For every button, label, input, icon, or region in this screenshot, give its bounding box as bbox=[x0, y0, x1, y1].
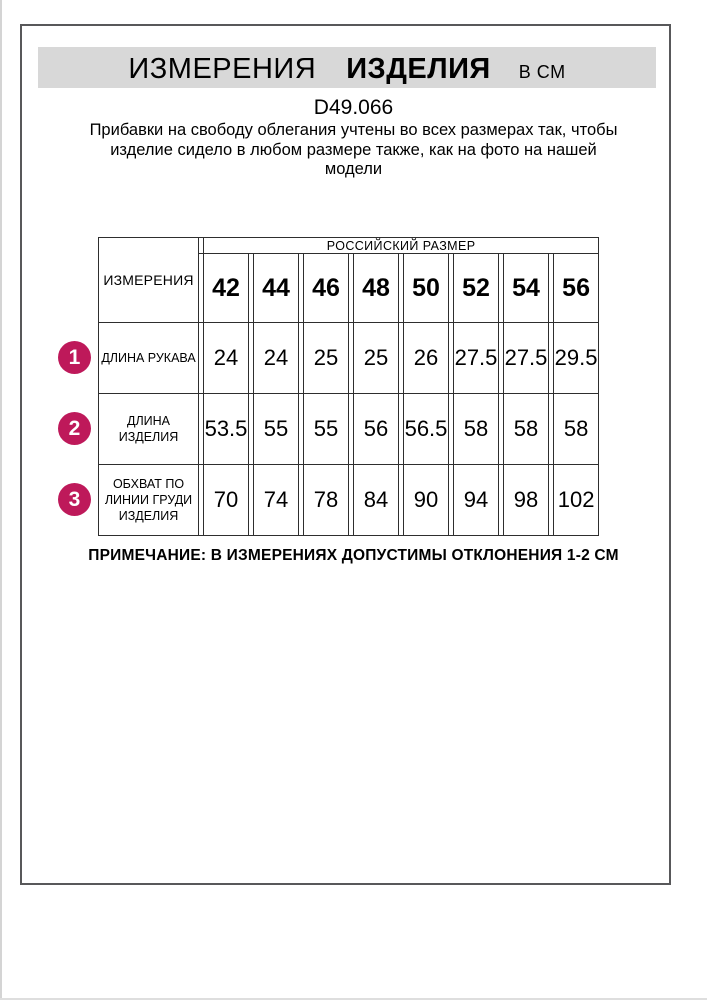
product-code: D49.066 bbox=[313, 96, 394, 119]
chest-girth-42: 70 bbox=[204, 465, 249, 536]
chest-girth-44: 74 bbox=[254, 465, 299, 536]
size-col-54: 54 bbox=[504, 254, 549, 323]
title-measurements: ИЗМЕРЕНИЯ bbox=[128, 53, 317, 85]
row-label-sleeve-length: ДЛИНА РУКАВА bbox=[99, 323, 199, 394]
chest-girth-46: 78 bbox=[304, 465, 349, 536]
row-label-chest-girth: ОБХВАТ ПО ЛИНИИ ГРУДИ ИЗДЕЛИЯ bbox=[99, 465, 199, 536]
chest-girth-50: 90 bbox=[404, 465, 449, 536]
row-marker-1: 1 bbox=[58, 341, 91, 374]
item-length-52: 58 bbox=[454, 394, 499, 465]
item-length-50: 56.5 bbox=[404, 394, 449, 465]
sleeve-length-52: 27.5 bbox=[454, 323, 499, 394]
size-col-56: 56 bbox=[554, 254, 599, 323]
title-bar bbox=[38, 47, 656, 88]
item-length-54: 58 bbox=[504, 394, 549, 465]
item-length-46: 55 bbox=[304, 394, 349, 465]
chest-girth-52: 94 bbox=[454, 465, 499, 536]
item-length-44: 55 bbox=[254, 394, 299, 465]
size-col-42: 42 bbox=[204, 254, 249, 323]
size-col-48: 48 bbox=[354, 254, 399, 323]
row-label-item-length: ДЛИНА ИЗДЕЛИЯ bbox=[99, 394, 199, 465]
title-unit-cm: В СМ bbox=[518, 62, 566, 82]
size-col-52: 52 bbox=[454, 254, 499, 323]
size-col-50: 50 bbox=[404, 254, 449, 323]
row-marker-2: 2 bbox=[58, 412, 91, 445]
intro-line-1: Прибавки на свободу облегания учтены во всех размерах так, чтобы bbox=[89, 121, 618, 139]
title-product: ИЗДЕЛИЯ bbox=[346, 53, 491, 85]
table-corner-label: ИЗМЕРЕНИЯ bbox=[99, 238, 199, 323]
size-col-46: 46 bbox=[304, 254, 349, 323]
intro-line-3: модели bbox=[324, 160, 383, 178]
chest-girth-54: 98 bbox=[504, 465, 549, 536]
sleeve-length-54: 27.5 bbox=[504, 323, 549, 394]
sleeve-length-42: 24 bbox=[204, 323, 249, 394]
chest-girth-48: 84 bbox=[354, 465, 399, 536]
intro-line-2: изделие сидело в любом размере также, как на фото на нашей bbox=[110, 140, 597, 159]
measurements-table bbox=[98, 237, 599, 536]
item-length-56: 58 bbox=[554, 394, 599, 465]
tolerance-note: ПРИМЕЧАНИЕ: В ИЗМЕРЕНИЯХ ДОПУСТИМЫ ОТКЛОНЕНИЯ 1-2 СМ bbox=[88, 547, 619, 564]
item-length-42: 53.5 bbox=[204, 394, 249, 465]
row-marker-3: 3 bbox=[58, 483, 91, 516]
size-col-44: 44 bbox=[254, 254, 299, 323]
intro-paragraph bbox=[0, 121, 707, 180]
sleeve-length-56: 29.5 bbox=[554, 323, 599, 394]
sleeve-length-50: 26 bbox=[404, 323, 449, 394]
sleeve-length-46: 25 bbox=[304, 323, 349, 394]
russian-size-header: РОССИЙСКИЙ РАЗМЕР bbox=[204, 238, 599, 254]
sleeve-length-44: 24 bbox=[254, 323, 299, 394]
chest-girth-56: 102 bbox=[554, 465, 599, 536]
size-table bbox=[98, 237, 599, 536]
item-length-48: 56 bbox=[354, 394, 399, 465]
sleeve-length-48: 25 bbox=[354, 323, 399, 394]
